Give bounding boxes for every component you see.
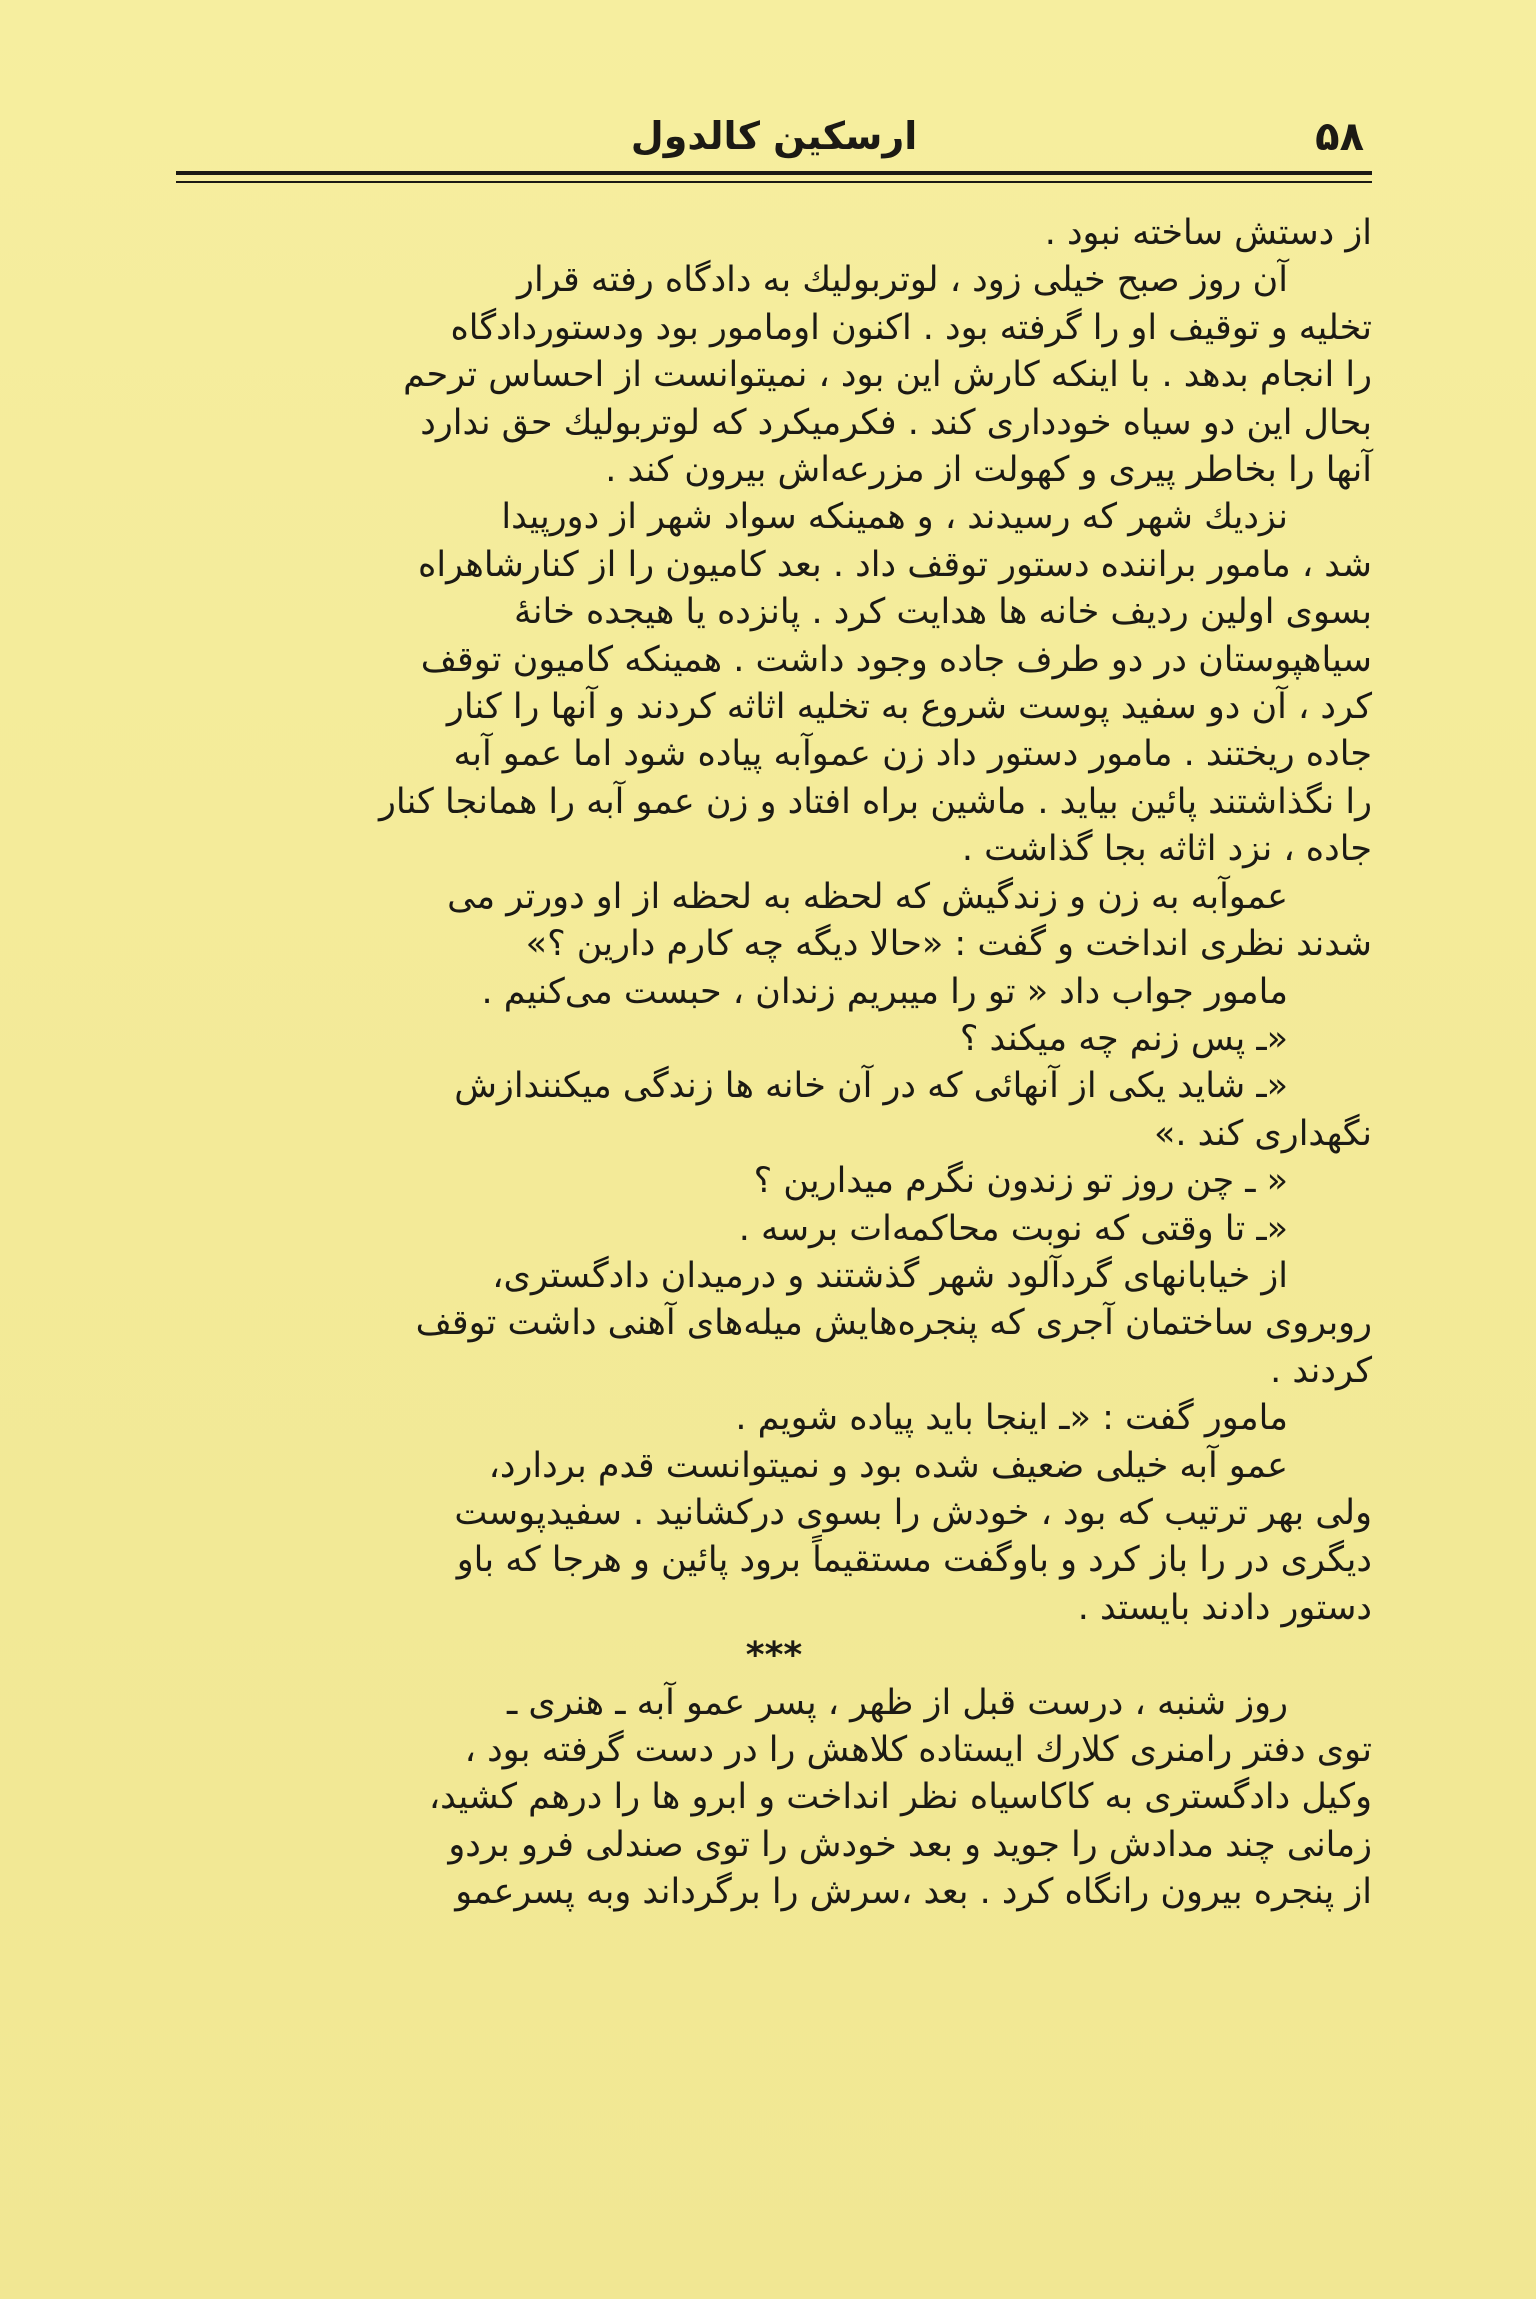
text-line: بسوی اولین ردیف خانه ها هدایت کرد . پانزده یا هیجده خانهٔ (514, 592, 1372, 633)
text-line: را نگذاشتند پائین بیاید . ماشین براه افتاد و زن عمو آبه را همانجا کنار (379, 781, 1372, 822)
text-line: سیاهپوستان در دو طرف جاده وجود داشت . همینکه کامیون توقف (420, 639, 1372, 680)
text-line: مامور جواب داد « تو را میبریم زندان ، حبست می‌کنیم . (481, 971, 1288, 1012)
text-line: جاده ریختند . مامور دستور داد زن عموآبه پیاده شود اما عمو آبه (453, 734, 1372, 775)
text-line: نگهداری کند .» (1154, 1113, 1372, 1154)
header-rule-thin (176, 181, 1372, 183)
text-line: «ـ پس زنم چه میکند ؟ (959, 1018, 1288, 1059)
text-line: بحال این دو سیاه خودداری کند . فکرمیکرد که لوتربولیك حق ندارد (420, 402, 1372, 443)
text-line: عموآبه به زن و زندگیش که لحظه به لحظه از او دورتر می (447, 876, 1288, 917)
text-line: کرد ، آن دو سفید پوست شروع به تخلیه اثاثه کردند و آنها را کنار (446, 687, 1372, 728)
body-text (176, 210, 1372, 1917)
text-line: شد ، مامور براننده دستور توقف داد . بعد کامیون را از کنارشاهراه (418, 544, 1372, 585)
text-line: کردند . (1270, 1350, 1372, 1391)
text-line: روز شنبه ، درست قبل از ظهر ، پسر عمو آبه ـ هنری ـ (507, 1682, 1288, 1723)
text-line: از دستش ساخته نبود . (1044, 213, 1372, 253)
text-line: توی دفتر رامنری کلارك ایستاده کلاهش را در دست گرفته بود ، (464, 1730, 1372, 1770)
text-line: را انجام بدهد . با اینکه کارش این بود ، نمیتوانست از احساس ترحم (403, 355, 1372, 396)
text-line: وکیل دادگستری به کاکاسیاه نظر انداخت و ابرو ها را درهم کشید، (428, 1777, 1372, 1818)
text-line: ولی بهر ترتیب که بود ، خودش را بسوی درکشانید . سفیدپوست (454, 1492, 1372, 1533)
text-line: از خیابانهای گردآلود شهر گذشتند و درمیدان دادگستری، (492, 1255, 1288, 1296)
text-line: آنها را بخاطر پیری و کهولت از مزرعه‌اش بیرون کند . (605, 450, 1372, 491)
text-line: دستور دادند بایستد . (1077, 1587, 1372, 1628)
page-number: ۵۸ (1315, 114, 1364, 160)
text-line: « ـ چن روز تو زندون نگرم میدارین ؟ (753, 1161, 1288, 1202)
text-line: دیگری در را باز کرد و باوگفت مستقیماً برود پائین و هرجا که باو (456, 1540, 1372, 1581)
text-line: زمانی چند مدادش را جوید و بعد خودش را توی صندلی فرو بردو (448, 1824, 1372, 1865)
text-line: روبروی ساختمان آجری که پنجره‌هایش میله‌های آهنی داشت توقف (415, 1303, 1372, 1344)
text-line: مامور گفت : «ـ اینجا باید پیاده شویم . (735, 1398, 1288, 1439)
section-separator: *** (745, 1635, 803, 1677)
text-line: «ـ تا وقتی که نوبت محاکمه‌ات برسه . (738, 1208, 1288, 1249)
text-line: شدند نظری انداخت و گفت : «حالا دیگه چه کارم دارین ؟» (525, 924, 1372, 965)
text-line: عمو آبه خیلی ضعیف شده بود و نمیتوانست قدم بردارد، (488, 1445, 1288, 1486)
text-line: نزدیك شهر که رسیدند ، و همینکه سواد شهر از دورپیدا (501, 497, 1288, 538)
running-title: ارسکین کالدول (630, 114, 918, 158)
text-line: «ـ شاید یکی از آنهائی که در آن خانه ها زندگی میکنندازش (454, 1066, 1288, 1107)
text-line: از پنجره بیرون رانگاه کرد . بعد ،سرش را برگرداند وبه پسرعمو (455, 1872, 1372, 1913)
header-rule-thick (176, 171, 1372, 175)
text-line: آن روز صبح خیلی زود ، لوتربولیك به دادگاه رفته قرار (517, 260, 1288, 301)
page-header (176, 110, 1372, 170)
text-line: جاده ، نزد اثاثه بجا گذاشت . (961, 829, 1372, 870)
text-line: تخلیه و توقیف او را گرفته بود . اکنون اومامور بود ودستوردادگاه (450, 307, 1372, 348)
